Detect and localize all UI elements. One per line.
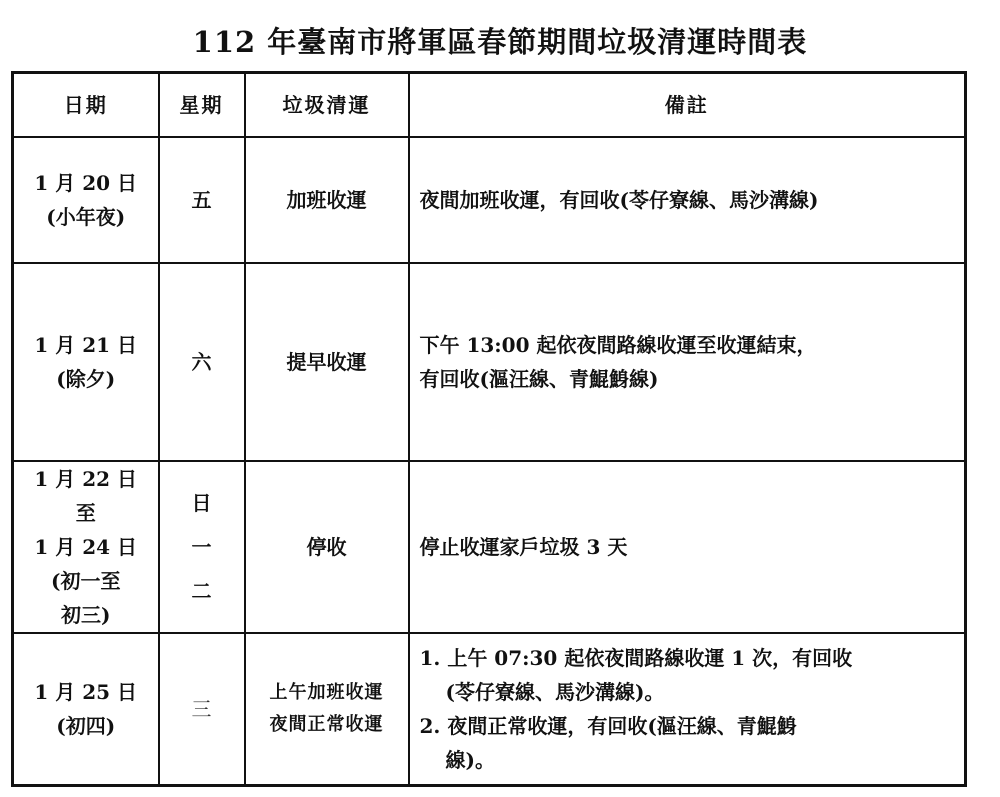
date-note: (初一至: [51, 569, 121, 593]
date-text: 至: [75, 501, 96, 525]
remark-text: 有回收(漚汪線、青鯤鯓線): [419, 367, 659, 391]
date-note: (小年夜): [46, 205, 126, 229]
date-text: 1 月 21 日: [34, 333, 138, 357]
date-text: 1 月 22 日: [34, 467, 138, 491]
date-note: (除夕): [56, 367, 116, 391]
remark-cell: [409, 263, 966, 461]
weekday-text: 六: [191, 350, 212, 374]
remark-text: 2. 夜間正常收運，有回收(漚汪線、青鯤鯓: [419, 714, 797, 738]
date-text: 1 月 25 日: [34, 680, 138, 704]
date-note: 初三): [61, 603, 111, 627]
remark-item: [420, 641, 959, 709]
date-note: (初四): [56, 714, 116, 738]
remark-text: 停止收運家戶垃圾 3 天: [419, 535, 628, 559]
table-row: [13, 461, 966, 633]
date-text: 1 月 24 日: [34, 535, 138, 559]
remark-text: 1. 上午 07:30 起依夜間路線收運 1 次，有回收: [419, 646, 853, 670]
collection-text: 提早收運: [286, 350, 367, 374]
collection-cell: [245, 633, 409, 786]
table-row: [13, 263, 966, 461]
header-weekday: 星期: [159, 73, 245, 138]
remark-cell: [409, 137, 966, 263]
weekday-text: 五: [191, 188, 212, 212]
weekday-cell: [159, 137, 245, 263]
header-collection: 垃圾清運: [245, 73, 409, 138]
date-cell: [13, 633, 159, 786]
header-row: [13, 73, 966, 138]
remark-text: (苓仔寮線、馬沙溝線)。: [445, 680, 665, 704]
remark-cell: [409, 633, 966, 786]
collection-text: 上午加班收運: [269, 682, 384, 703]
header-remarks: 備註: [409, 73, 966, 138]
collection-cell: [245, 461, 409, 633]
collection-cell: [245, 263, 409, 461]
weekday-cell: [159, 461, 245, 633]
weekday-cell: [159, 263, 245, 461]
date-cell: [13, 263, 159, 461]
weekday-text: 一: [191, 535, 212, 559]
weekday-text: 二: [191, 579, 212, 603]
page-title: 112 年臺南市將軍區春節期間垃圾清運時間表: [192, 25, 808, 59]
date-cell: [13, 137, 159, 263]
remark-text: 下午 13:00 起依夜間路線收運至收運結束，: [419, 333, 817, 357]
remark-cell: [409, 461, 966, 633]
remark-text: 線)。: [445, 748, 495, 772]
collection-text: 加班收運: [286, 188, 367, 212]
collection-text: 停收: [306, 535, 347, 559]
weekday-text: 日: [191, 491, 212, 515]
date-text: 1 月 20 日: [34, 171, 138, 195]
table-row: [13, 633, 966, 786]
collection-text: 夜間正常收運: [269, 714, 384, 735]
date-cell: [13, 461, 159, 633]
remark-item: [420, 709, 959, 777]
weekday-cell: [159, 633, 245, 786]
weekday-text: 三: [191, 697, 212, 721]
table-row: [13, 137, 966, 263]
collection-cell: [245, 137, 409, 263]
header-date: 日期: [13, 73, 159, 138]
schedule-table: [11, 71, 967, 787]
remark-text: 夜間加班收運，有回收(苓仔寮線、馬沙溝線): [419, 188, 819, 212]
